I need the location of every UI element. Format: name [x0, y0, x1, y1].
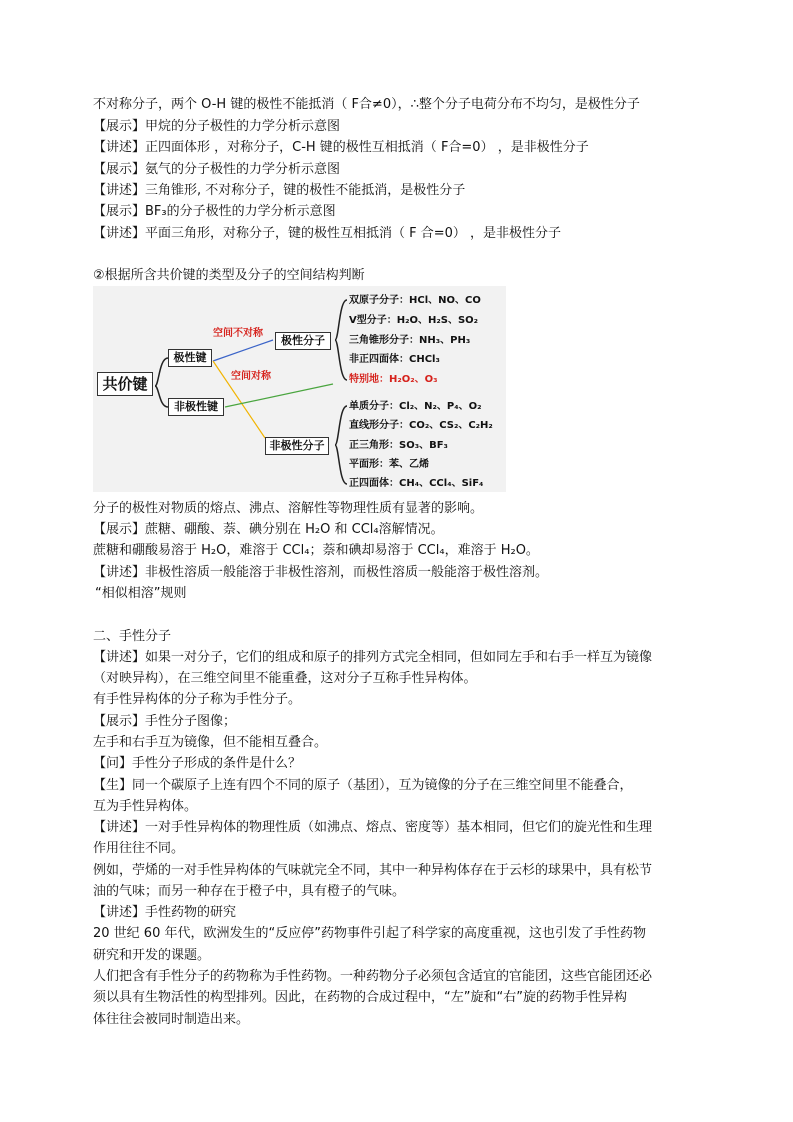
- nonpolar-item: 直线形分子：CO₂、CS₂、C₂H₂: [349, 420, 493, 431]
- text-line: 不对称分子，两个 O-H 键的极性不能抵消（ F合≠0），∴整个分子电荷分布不均匀，是极性分子: [93, 97, 640, 112]
- covalent-bond-classification-diagram: [93, 286, 506, 492]
- text-line: 【问】手性分子形成的条件是什么？: [93, 756, 302, 771]
- text-line: 【讲述】正四面体形 ，对称分子，C-H 键的极性互相抵消（ F合=0） ，是非极性分子: [93, 140, 589, 155]
- nonpolar-molecule-box: 非极性分子: [265, 437, 329, 455]
- nonpolar-item: 单质分子：Cl₂、N₂、P₄、O₂: [349, 401, 482, 412]
- polar-item: V型分子：H₂O、H₂S、SO₂: [349, 315, 479, 326]
- text-line: 【讲述】平面三角形，对称分子，键的极性互相抵消（ F 合=0） ，是非极性分子: [93, 226, 562, 241]
- text-line: 【生】同一个碳原子上连有四个不同的原子（基团），互为镜像的分子在三维空间里不能叠合，: [93, 778, 633, 793]
- text-line: 蔗糖和硼酸易溶于 H₂O，难溶于 CCl₄；萘和碘却易溶于 CCl₄，难溶于 H₂O。: [93, 543, 539, 558]
- text-line: 【展示】蔗糖、硼酸、萘、碘分别在 H₂O 和 CCl₄溶解情况。: [93, 522, 444, 537]
- polar-item: 三角锥形分子：NH₃、PH₃: [349, 335, 471, 346]
- text-line: 【展示】甲烷的分子极性的力学分析示意图: [93, 119, 341, 134]
- nonpolar-item: 正四面体：CH₄、CCl₄、SiF₄: [349, 478, 484, 489]
- text-line: 例如，苧烯的一对手性异构体的气味就完全不同，其中一种异构体存在于云杉的球果中，具有松节: [93, 863, 653, 878]
- covalent-bond-box: 共价键: [97, 372, 153, 396]
- text-line: 【展示】手性分子图像；: [93, 714, 237, 729]
- polar-items-brace-bottom: [335, 340, 347, 380]
- polar-bond-box: 极性键: [168, 349, 212, 367]
- text-line: 体往往会被同时制造出来。: [93, 1012, 250, 1027]
- section-heading: ②根据所含共价键的类型及分子的空间结构判断: [93, 268, 365, 283]
- section-heading: 二、手性分子: [93, 629, 172, 644]
- polar-item-special: 特别地：H₂O₂、O₃: [349, 374, 438, 385]
- text-line: （对映异构），在三维空间里不能重叠，这对分子互称手性异构体。: [93, 671, 477, 686]
- text-line: 【讲述】三角锥形, 不对称分子，键的极性不能抵消，是极性分子: [93, 183, 466, 198]
- nonpolar-item: 正三角形：SO₃、BF₃: [349, 440, 448, 451]
- text-line: 互为手性异构体。: [93, 799, 198, 814]
- asym-link-line: [213, 340, 273, 361]
- brace-to-nonpolar-bond: [155, 386, 168, 407]
- text-line: 【讲述】非极性溶质一般能溶于非极性溶剂，而极性溶质一般能溶于极性溶剂。: [93, 565, 549, 580]
- text-line: 【展示】BF₃的分子极性的力学分析示意图: [93, 204, 336, 219]
- nonpolar-items-brace-top: [335, 406, 347, 445]
- polar-molecule-box: 极性分子: [275, 332, 331, 350]
- text-line: 有手性异构体的分子称为手性分子。: [93, 692, 302, 707]
- text-line: 研究和开发的课题。: [93, 948, 211, 963]
- asymmetric-label: 空间不对称: [213, 328, 263, 339]
- polar-item: 双原子分子：HCl、NO、CO: [349, 295, 481, 306]
- text-line: 【讲述】手性药物的研究: [93, 905, 237, 920]
- text-line: 【讲述】如果一对分子，它们的组成和原子的排列方式完全相同，但如同左手和右手一样互为镜像: [93, 650, 653, 665]
- symmetric-label: 空间对称: [231, 371, 271, 382]
- brace-to-polar-bond: [155, 358, 168, 386]
- text-line: “相似相溶”规则: [95, 586, 187, 601]
- text-line: 人们把含有手性分子的药物称为手性药物。一种药物分子必须包含适宜的官能团，这些官能团还必: [93, 969, 653, 984]
- nonpolar-items-brace-bottom: [335, 445, 347, 484]
- text-line: 油的气味；而另一种存在于橙子中，具有橙子的气味。: [93, 884, 406, 899]
- text-line: 左手和右手互为镜像，但不能相互叠合。: [93, 735, 328, 750]
- text-line: 【讲述】一对手性异构体的物理性质（如沸点、熔点、密度等）基本相同，但它们的旋光性和生理: [93, 820, 653, 835]
- text-line: 20 世纪 60 年代，欧洲发生的“反应停”药物事件引起了科学家的高度重视，这也引发了手性药物: [93, 926, 646, 941]
- text-line: 分子的极性对物质的熔点、沸点、溶解性等物理性质有显著的影响。: [93, 501, 484, 516]
- text-line: 【展示】氨气的分子极性的力学分析示意图: [93, 162, 341, 177]
- text-line: 须以具有生物活性的构型排列。因此，在药物的合成过程中，“左”旋和“右”旋的药物手性异构: [93, 990, 627, 1005]
- text-line: 作用往往不同。: [93, 841, 185, 856]
- green-link-line: [225, 384, 333, 407]
- nonpolar-item: 平面形：苯、乙烯: [349, 459, 429, 470]
- polar-item: 非正四面体：CHCl₃: [349, 354, 440, 365]
- nonpolar-bond-box: 非极性键: [168, 398, 224, 416]
- polar-items-brace-top: [335, 300, 347, 340]
